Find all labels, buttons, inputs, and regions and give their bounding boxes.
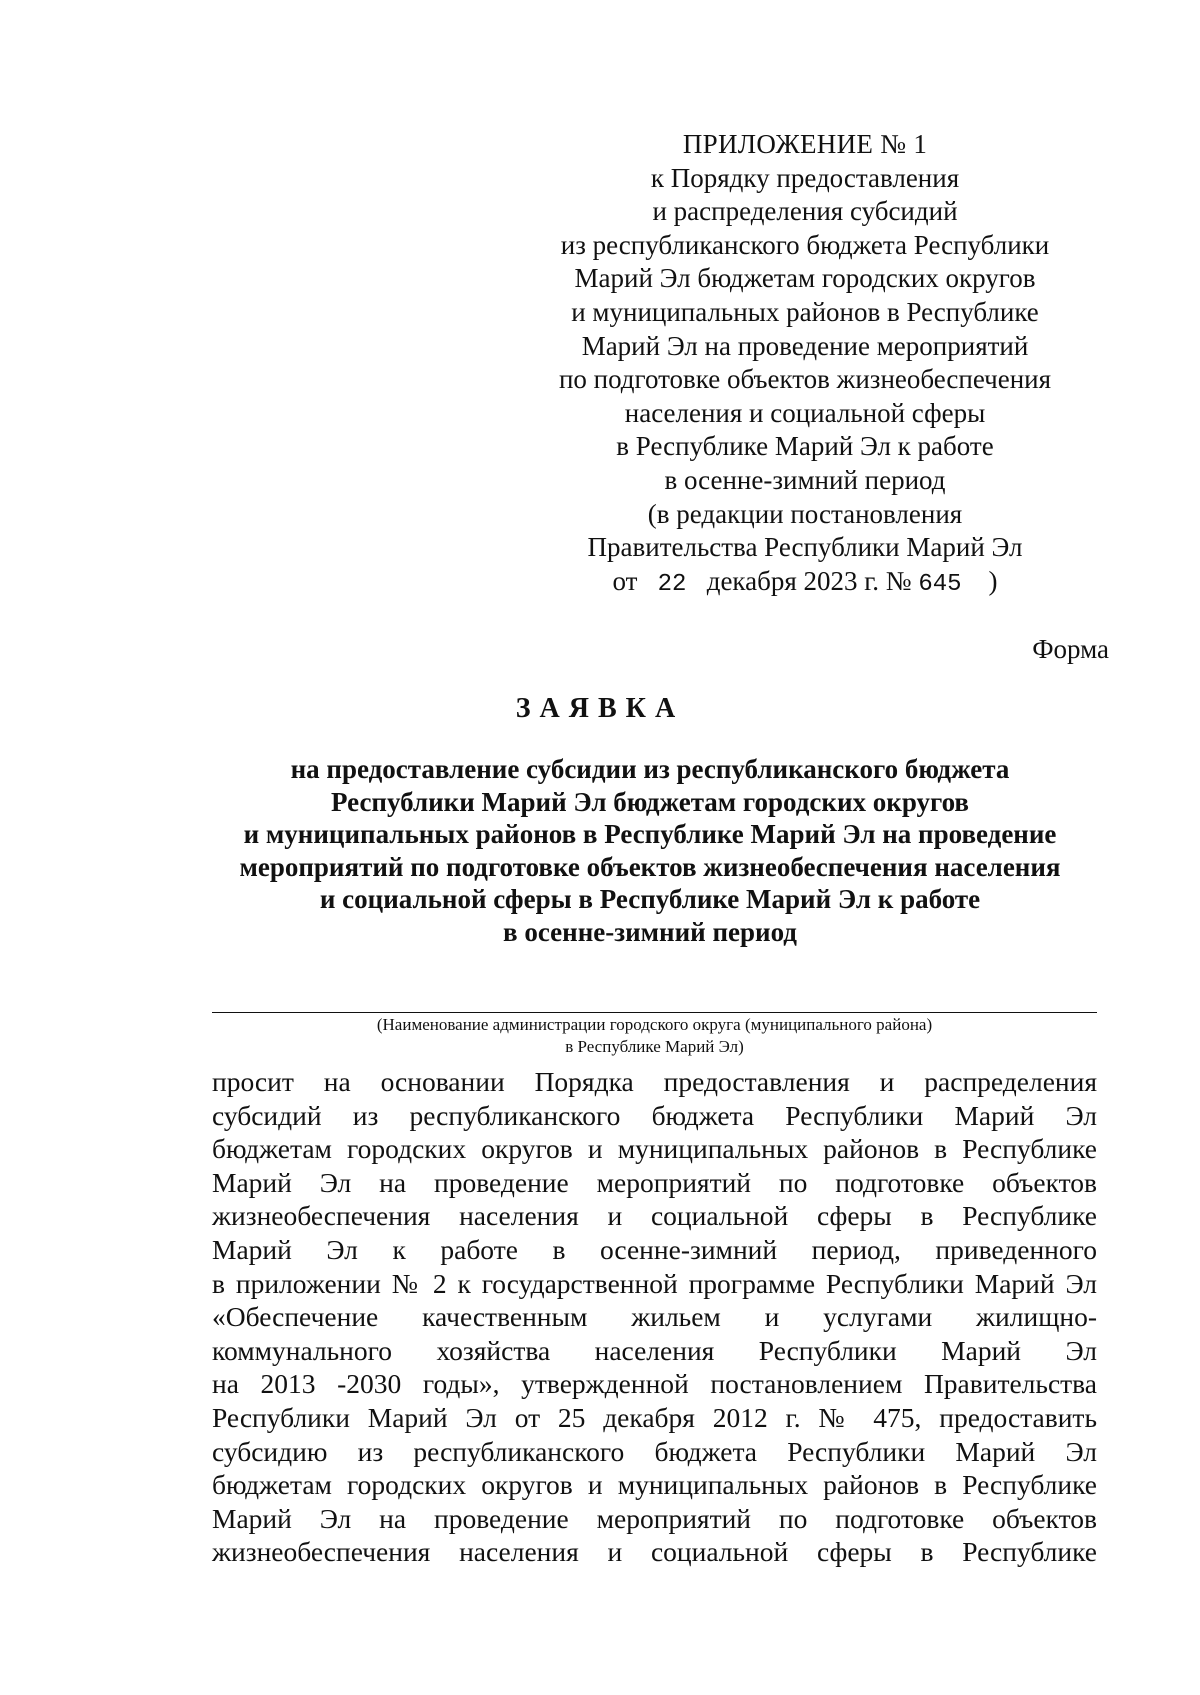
caption-line: (Наименование администрации городского округа (муниципального района) [376, 1015, 933, 1034]
body-line: бюджетам городских округов и муниципальных районов в Республике [212, 1133, 1097, 1165]
body-line: на 2013 -2030 годы», утвержденной постановлением Правительства [212, 1368, 1097, 1400]
subtitle-line: и муниципальных районов в Республике Марий Эл на проведение [243, 819, 1057, 849]
subtitle-line: мероприятий по подготовке объектов жизнеобеспечения населения [239, 851, 1061, 882]
document-subtitle [200, 753, 1100, 948]
appendix-line: населения и социальной сферы [624, 397, 986, 428]
subtitle-line: Республики Марий Эл бюджетам городских округов [331, 786, 969, 817]
body-line: просит на основании Порядка предоставления и распределения [212, 1066, 1097, 1097]
body-line: субсидию из республиканского бюджета Республики Марий Эл [212, 1435, 1097, 1467]
subtitle-line: на предоставление субсидии из республиканского бюджета [290, 754, 1010, 784]
appendix-line: в Республике Марий Эл к работе [616, 431, 994, 462]
appendix-line: Правительства Республики Марий Эл [587, 532, 1023, 563]
appendix-line: Марий Эл на проведение мероприятий [581, 330, 1029, 361]
decree-close: ) [988, 565, 998, 596]
decree-number: 645 [918, 570, 962, 598]
body-line: Марий Эл на проведение мероприятий по подготовке объектов [212, 1502, 1097, 1534]
applicant-name-caption [212, 1014, 1097, 1058]
body-line: бюджетам городских округов и муниципальных районов в Республике [212, 1469, 1097, 1501]
appendix-line: и распределения субсидий [652, 196, 958, 227]
appendix-line: из республиканского бюджета Республики [560, 229, 1050, 260]
appendix-line: в осенне-зимний период [664, 464, 946, 495]
appendix-header [545, 128, 1065, 601]
body-paragraph [212, 1065, 1097, 1569]
appendix-line: к Порядку предоставления [650, 162, 960, 193]
body-line: в приложении № 2 к государственной программе Республики Марий Эл [212, 1267, 1097, 1299]
body-line: жизнеобеспечения населения и социальной сферы в Республике [212, 1536, 1097, 1568]
body-line: субсидий из республиканского бюджета Республики Марий Эл [212, 1099, 1097, 1131]
form-label: Форма [1032, 634, 1109, 664]
appendix-title: ПРИЛОЖЕНИЕ № 1 [682, 129, 928, 159]
decree-prefix: от [612, 565, 638, 596]
body-line: коммунального хозяйства населения Республики Марий Эл [212, 1334, 1097, 1366]
decree-month-year: декабря 2023 г. № [706, 565, 912, 596]
caption-line: в Республике Марий Эл) [565, 1037, 744, 1056]
appendix-line: и муниципальных районов в Республике [571, 296, 1039, 327]
decree-date-line [545, 565, 1065, 602]
body-line: Республики Марий Эл от 25 декабря 2012 г. № 475, предоставить [212, 1401, 1097, 1433]
body-line: жизнеобеспечения населения и социальной сферы в Республике [212, 1200, 1097, 1232]
body-line: «Обеспечение качественным жильем и услугами жилищно- [212, 1301, 1097, 1333]
appendix-line: по подготовке объектов жизнеобеспечения [558, 364, 1052, 395]
appendix-line: Марий Эл бюджетам городских округов [574, 263, 1036, 294]
appendix-line: (в редакции постановления [647, 498, 963, 529]
subtitle-line: в осенне-зимний период [503, 916, 797, 947]
subtitle-line: и социальной сферы в Республике Марий Эл к работе [319, 884, 981, 914]
document-title: ЗАЯВКА [515, 693, 685, 724]
decree-day: 22 [657, 570, 687, 598]
body-line: Марий Эл к работе в осенне-зимний период, приведенного [212, 1233, 1097, 1265]
applicant-name-fill-line [212, 1012, 1097, 1013]
body-line: Марий Эл на проведение мероприятий по подготовке объектов [212, 1166, 1097, 1198]
